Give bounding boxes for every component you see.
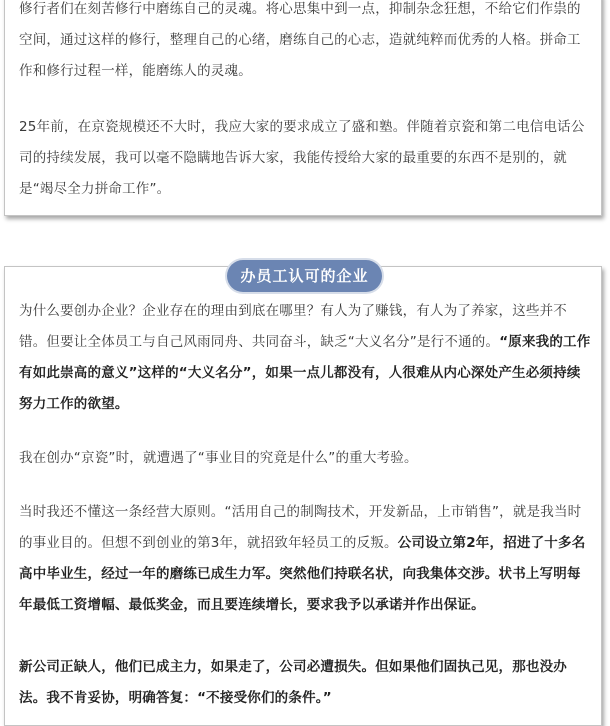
rebellion-bold-text: 公司设立第2年，招进了十多名高中毕业生，经过一年的磨练已成生力军。突然他们持联名状，向我集体交涉。状书上写明每年最低工资增幅、最低奖金，而且要连续增长，要求我予以承诺并作出保证。 <box>19 535 586 613</box>
purpose-bold-text: “原来我的工作有如此崇高的意义”这样的“大义名分”，如果一点儿都没有，人很难从内心深处产生必须持续努力工作的欲望。 <box>19 334 591 412</box>
paragraph-rebellion <box>19 497 591 621</box>
paragraph-cultivation: 修行者们在刻苦修行中磨练自己的灵魂。将心思集中到一点，抑制杂念狂想，不给它们作祟的空间，通过这样的修行，整理自己的心绪，磨练自己的心志，造就纯粹而优秀的人格。拼命工作和修行过程一样，能磨练人的灵魂。 <box>19 1 581 79</box>
top-card <box>4 0 602 216</box>
purpose-text: 为什么要创办企业？企业存在的理由到底在哪里？有人为了赚钱，有人为了养家，这些并不错。但要让全体员工与自己风雨同舟、共同奋斗，缺乏“大义名分”是行不通的。 <box>19 303 567 350</box>
paragraph-seiwajuku: 25年前，在京瓷规模还不大时，我应大家的要求成立了盛和塾。伴随着京瓷和第二电信电话公司的持续发展，我可以毫不隐瞒地告诉大家，我能传授给大家的最重要的东西不是别的，就是“竭尽全力拼命工作”。 <box>19 119 585 197</box>
bottom-card <box>4 266 602 726</box>
rebellion-text: 当时我还不懂这一条经营大原则。“活用自己的制陶技术，开发新品，上市销售”，就是我当时的事业目的。但想不到创业的第3年，就招致年轻员工的反叛。 <box>19 504 582 551</box>
paragraph-reply: 新公司正缺人，他们已成主力，如果走了，公司必遭损失。但如果他们固执己见，那也没办法。我不肯妥协，明确答复：“不接受你们的条件。” <box>19 659 567 706</box>
paragraph-founding: 我在创办“京瓷”时，就遭遇了“事业目的究竟是什么”的重大考验。 <box>19 450 418 466</box>
section-title: 办员工认可的企业 <box>227 260 382 292</box>
paragraph-purpose <box>19 296 591 420</box>
